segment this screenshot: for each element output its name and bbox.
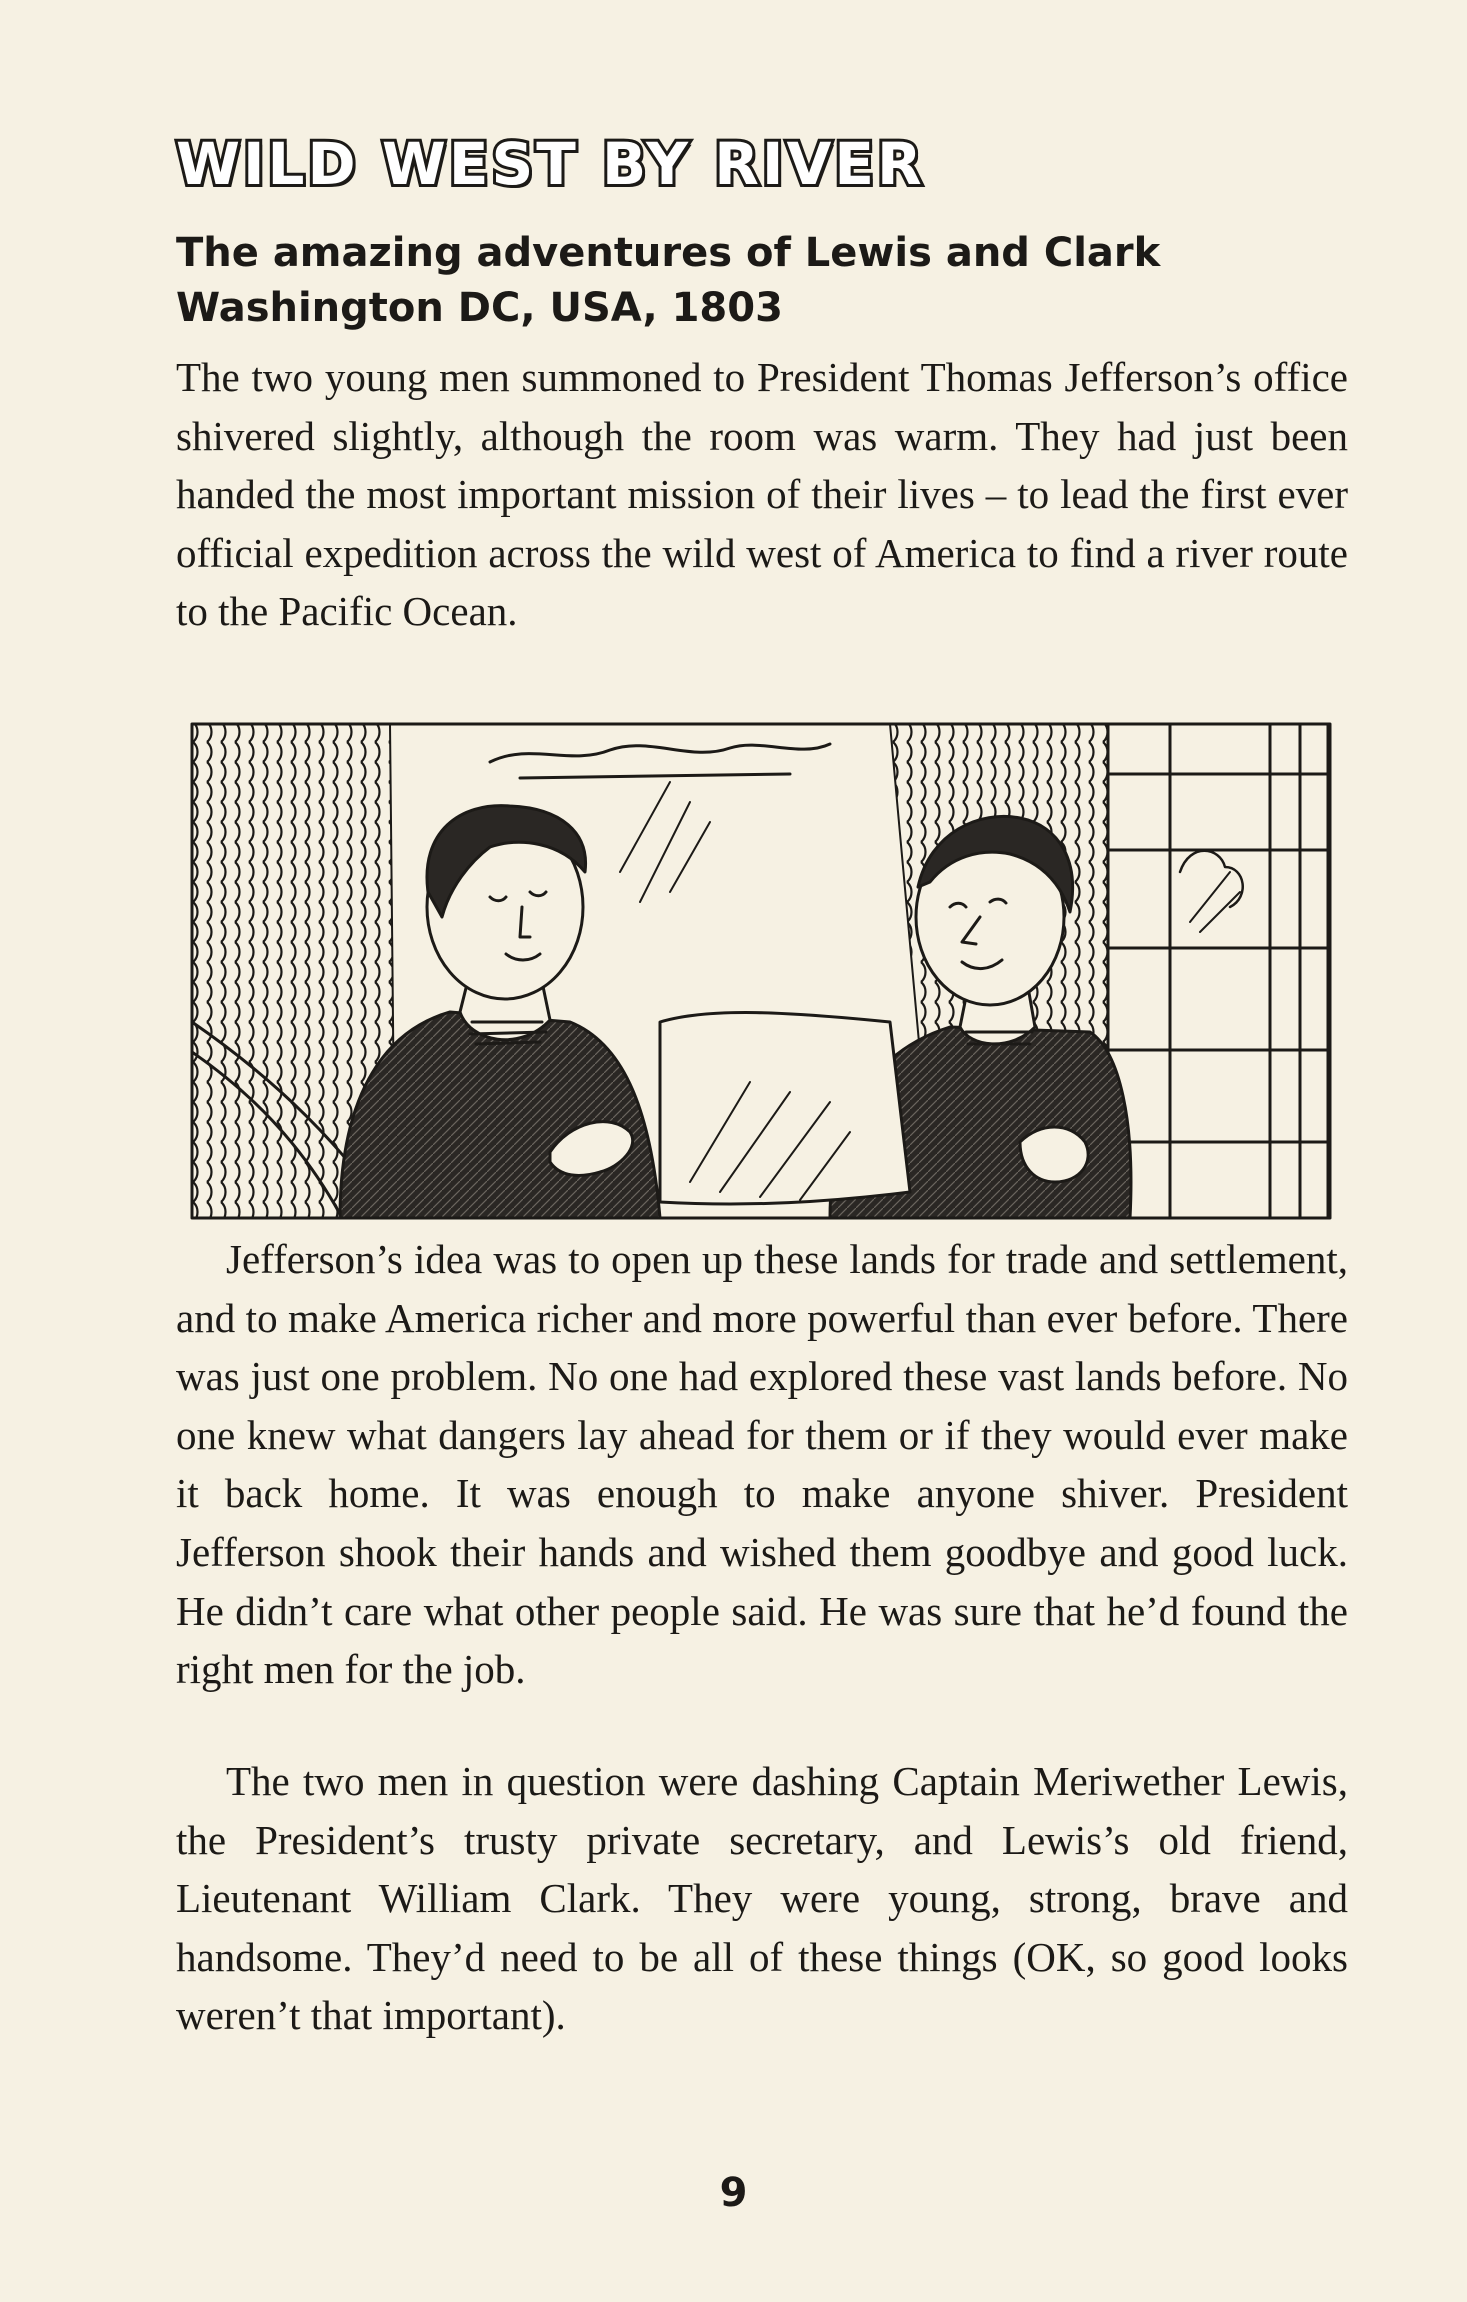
section-subtitle: The amazing adventures of Lewis and Clark bbox=[176, 230, 1161, 276]
paragraph-1: The two young men summoned to President Thomas Jefferson’s office shivered slightly, although the room was warm. They had just been handed the most important mission of their lives – to lead the first ever official expedition across the wild west of America to find a river route to the Pacific Ocean. bbox=[176, 354, 1348, 635]
chapter-heading: WILD WEST BY RIVER bbox=[176, 130, 925, 198]
paragraph-2: Jefferson’s idea was to open up these lands for trade and settlement, and to make America richer and more powerful than ever before. There was just one problem. No one had explored these vast lands before. No one knew what dangers lay ahead for them or if they would ever make it back home. It was enough to make anyone shiver. President Jefferson shook their hands and wished them goodbye and good luck. He didn’t care what other people said. He was sure that he’d found the right men for the job. bbox=[176, 1236, 1348, 1693]
paragraph-3: The two men in question were dashing Captain Meriwether Lewis, the President’s trusty private secretary, and Lewis’s old friend, Lieutenant William Clark. They were young, strong, brave and handsome. They’d need to be all of these things (OK, so good looks weren’t that important). bbox=[176, 1758, 1348, 2039]
section-place-date: Washington DC, USA, 1803 bbox=[176, 285, 783, 331]
page-number: 9 bbox=[719, 2170, 748, 2216]
illustration-lewis-and-clark bbox=[190, 722, 1332, 1220]
